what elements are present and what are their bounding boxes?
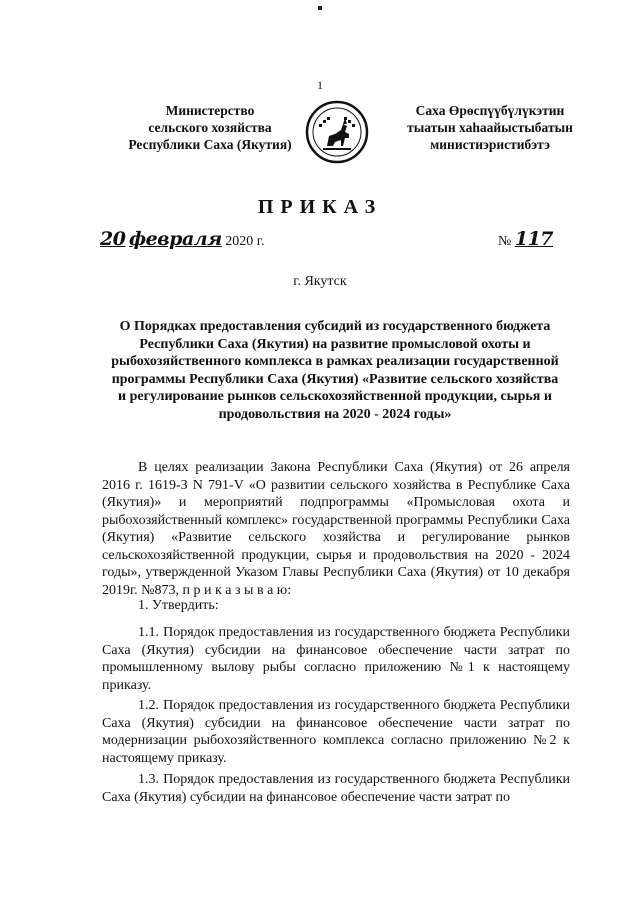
date-month: февраля	[128, 228, 222, 250]
issue-city: г. Якутск	[293, 274, 347, 289]
document-type-title: ПРИКАЗ	[257, 196, 383, 218]
scan-speck	[318, 6, 322, 10]
order-heading: О Порядках предоставления субсидий из государственного бюджета Республики Саха (Якутия) на развитие промысловой охоты и рыбохозяйственного комплекса в рамках реализации государственной программы Республики Саха (Якутия) «Развитие сельского хозяйства и регулирование рынков сельскохозяйственной продукции, сырья и продовольствия на 2020 - 2024 годы»	[111, 319, 559, 422]
ministry-ru-line-2: сельского хозяйства	[148, 120, 272, 135]
clause-1-2: 1.2. Порядок предоставления из государственного бюджета Республики Саха (Якутия) субсидии на финансовое обеспечение части затрат по модернизации рыбохозяйственного комплекса согласно приложению №2 к настоящему приказу.	[102, 698, 570, 766]
page-number: 1	[317, 78, 323, 92]
date-day: 20	[100, 228, 126, 250]
ministry-ru-line-1: Министерство	[165, 103, 255, 118]
ministry-name-sakha	[385, 102, 595, 153]
ministry-sah-line-1: Саха Өрөспүүбүлүкэтин	[415, 103, 565, 118]
order-number-prefix: №	[498, 234, 512, 249]
clause-1: 1. Утвердить:	[138, 598, 219, 613]
coat-of-arms-sakha-icon	[305, 100, 369, 164]
order-number	[498, 228, 553, 250]
clause-1-3: 1.3. Порядок предоставления из государственного бюджета Республики Саха (Якутия) субсидии на финансовое обеспечение части затрат по	[102, 772, 570, 805]
clause-1-1: 1.1. Порядок предоставления из государственного бюджета Республики Саха (Якутия) субсидии на финансовое обеспечение части затрат по промышленному вылову рыбы согласно приложению №1 к настоящему приказу.	[102, 625, 570, 693]
ministry-ru-line-3: Республики Саха (Якутия)	[128, 137, 292, 152]
ministry-sah-line-2: тыатын хаһаайыстыбатын	[407, 120, 573, 135]
ministry-sah-line-3: министиэристибэтэ	[430, 137, 550, 152]
order-number-value: 117	[514, 228, 554, 250]
order-date	[100, 228, 264, 250]
ministry-name-russian	[120, 102, 300, 153]
date-year: 2020 г.	[225, 234, 265, 249]
preamble-paragraph: В целях реализации Закона Республики Саха (Якутия) от 26 апреля 2016 г. 1619-З N 791-V «О развитии сельского хозяйства в Республике Саха (Якутия)» и мероприятий подпрограммы «Промысловая охота и рыбохозяйственный комплекс» государственной программы Республики Саха (Якутия) «Развитие сельского хозяйства и регулирование рынков сельскохозяйственной продукции, сырья и продовольствия на 2020 - 2024 годы», утвержденной Указом Главы Республики Саха (Якутия) от 10 декабря 2019г. №873, п р и к а з ы в а ю:	[102, 460, 570, 598]
